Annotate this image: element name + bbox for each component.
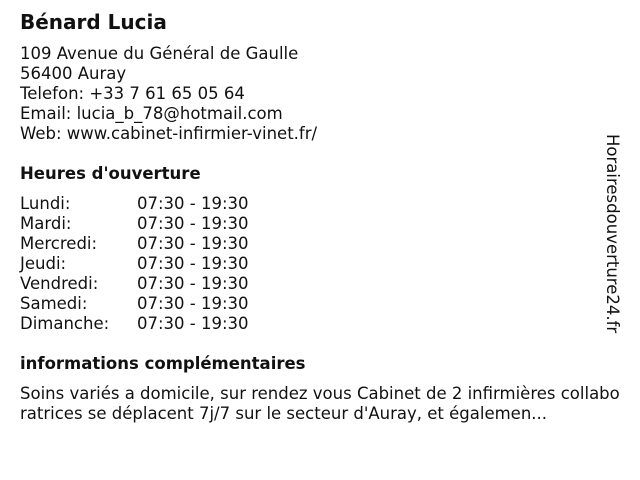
day-label: Vendredi: [20,274,99,293]
additional-info-text: Soins variés a domicile, sur rendez vous Cabinet de 2 infirmières collaboratrices se déplacent 7j/7 sur le secteur d'Auray, et égalemen... [20,384,620,423]
address-city: 56400 Auray [20,64,127,83]
time-range: 07:30 - 19:30 [137,194,249,213]
hours-row-tuesday [20,214,249,234]
phone-number: Telefon: +33 7 61 65 05 64 [20,84,245,103]
time-range: 07:30 - 19:30 [137,274,249,293]
hours-row-saturday [20,294,249,314]
time-range: 07:30 - 19:30 [137,254,249,273]
email-address: Email: lucia_b_78@hotmail.com [20,104,283,123]
time-range: 07:30 - 19:30 [137,214,249,233]
contact-block [20,44,317,144]
day-label: Lundi: [20,194,71,213]
hours-row-thursday [20,254,249,274]
day-label: Mercredi: [20,234,98,253]
hours-row-wednesday [20,234,249,254]
hours-row-sunday [20,314,249,334]
website-url: Web: www.cabinet-infirmier-vinet.fr/ [20,124,318,143]
day-label: Dimanche: [20,314,110,333]
day-label: Mardi: [20,214,72,233]
address-street: 109 Avenue du Général de Gaulle [20,44,299,63]
time-range: 07:30 - 19:30 [137,314,249,333]
opening-hours-list [20,194,249,334]
site-watermark: Horairesdouverture24.fr [603,134,622,334]
day-label: Jeudi: [20,254,67,273]
additional-info-heading: informations complémentaires [20,354,306,373]
hours-row-friday [20,274,249,294]
time-range: 07:30 - 19:30 [137,294,249,313]
time-range: 07:30 - 19:30 [137,234,249,253]
business-name: Bénard Lucia [20,10,167,34]
opening-hours-heading: Heures d'ouverture [20,164,201,183]
hours-row-monday [20,194,249,214]
day-label: Samedi: [20,294,88,313]
